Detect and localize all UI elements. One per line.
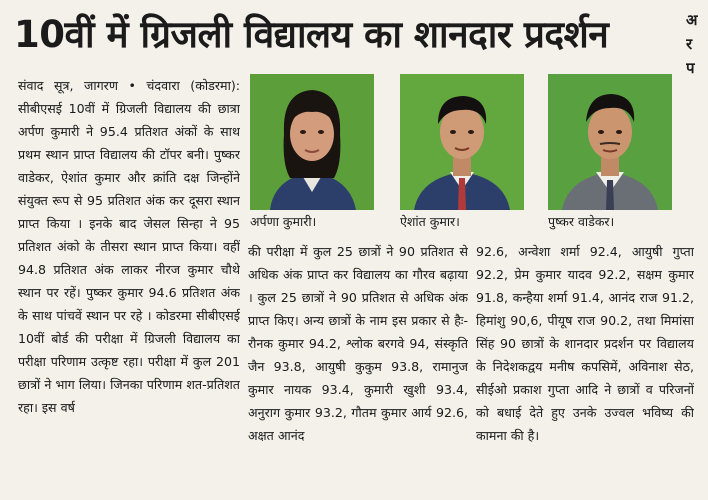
article-column-3: 92.6, अन्वेशा शर्मा 92.4, आयुषी गुप्ता 92.2, प्रेम कुमार यादव 92.2, सक्षम कुमार 91.8, कन्हैया शर्मा 91.4, आनंद राज 91.2, हिमांशु 90,6, पीयूष राज 90.2, तथा मिमांसा सिंह 90 छात्रों के शानदार प्रदर्शन पर विद्यालय के निदेशकद्वय मनीष कपसिमें, अविनाश सेठ, सीईओ प्रकाश गुप्ता आदि ने छात्रों व परिजनों को बधाई देते हुए उनके उज्वल भविष्य की कामना की है। (476, 244, 694, 443)
photo-caption: पुष्कर वाडेकर। (548, 214, 615, 229)
student-photo-3 (548, 74, 672, 210)
adjacent-glyph: अ (686, 11, 698, 29)
photo-caption: ऐशांत कुमार। (400, 214, 460, 229)
adjacent-article-fragment (686, 8, 708, 108)
student-portrait-boy (548, 74, 672, 210)
student-portrait-girl (250, 74, 374, 210)
student-photo-1 (250, 74, 374, 210)
student-photo-2 (400, 74, 524, 210)
headline: 10वीं में ग्रिजली विद्यालय का शानदार प्रदर्शन (14, 13, 609, 56)
adjacent-glyph: र (686, 35, 693, 53)
student-portrait-boy (400, 74, 524, 210)
article-column-2: की परीक्षा में कुल 25 छात्रों ने 90 प्रतिशत से अधिक अंक प्राप्त कर विद्यालय का गौरव बढ़ाया । कुल 25 छात्रों ने 90 प्रतिशत से अधिक अंक प्राप्त किए। अन्य छात्रों के नाम इस प्रकार से हैः- रौनक कुमार 94.2, श्लोक बरगवे 94, संस्कृति जैन 93.8, आयुषी कुकुम 93.8, रामानुज कुमार नायक 93.4, कुमारी खुशी 93.4, अनुराग कुमार 93.2, गौतम कुमार आर्य 92.6, अक्षत आनंद (248, 244, 468, 443)
photo-caption: अर्पणा कुमारी। (250, 214, 317, 229)
article-column-1: संवाद सूत्र, जागरण • चंदवारा (कोडरमा): सीबीएसई 10वीं में ग्रिजली विद्यालय की छात्रा अर्पण कुमारी ने 95.4 प्रतिशत अंकों के साथ प्रथम स्थान प्राप्त विद्यालय की टॉपर बनी। पुष्कर वाडेकर, ऐशांत कुमार और क्रांति दक्ष जिन्होंने संयुक्त रूप से 95 प्रतिशत अंक कर दूसरा स्थान प्राप्त किया । इनके बाद जेसल सिन्हा ने 95 प्रतिशत अंको के तीसरा स्थान प्राप्त किया। वहीं 94.8 प्रतिशत अंक लाकर नीरज कुमार चौथे स्थान पर रहें। पुष्कर कुमार 94.6 प्रतिशत अंक के साथ पांचवें स्थान पर रहे । कोडरमा सीबीएसई 10वीं बोर्ड की परीक्षा में ग्रिजली विद्यालय का परीक्षा परिणाम उत्कृष्ट रहा। परीक्षा में कुल 201 छात्रों ने भाग लिया। जिनका परिणाम शत-प्रतिशत रहा। इस वर्ष (18, 78, 240, 415)
adjacent-glyph: प (686, 59, 695, 77)
